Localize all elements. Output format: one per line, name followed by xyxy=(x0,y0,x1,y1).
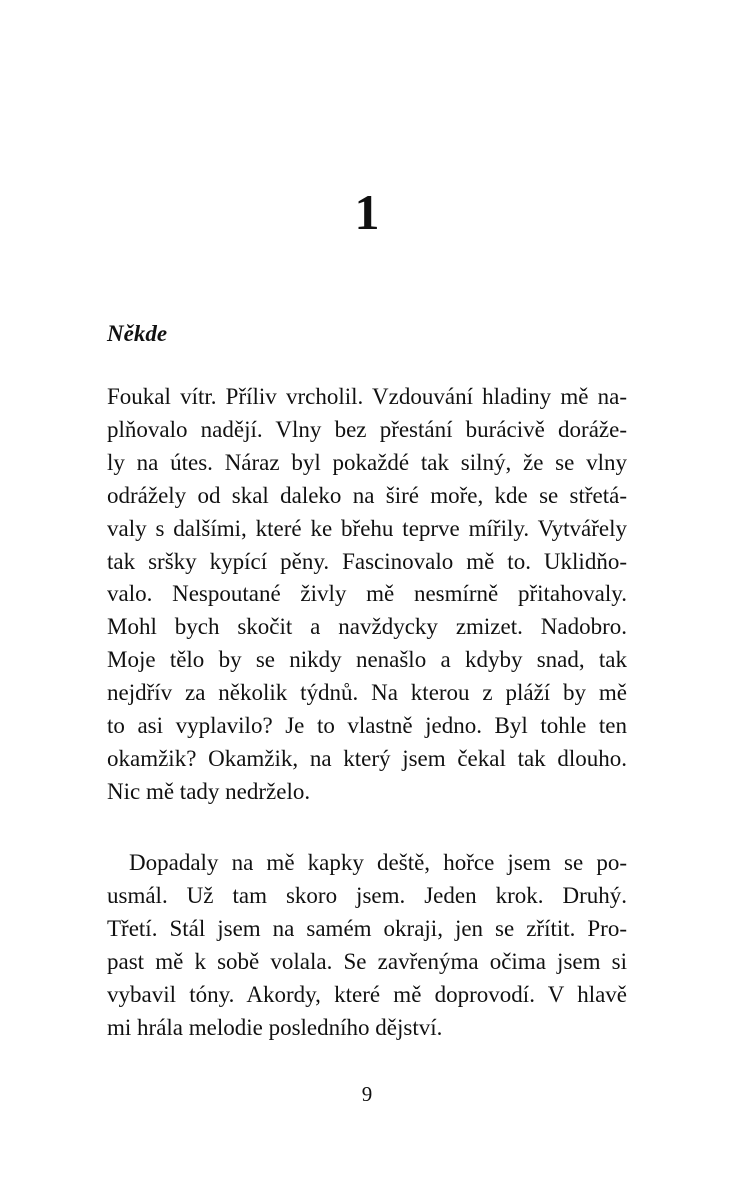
text-line: Dopadaly na mě kapky deště, hořce jsem se po- xyxy=(129,850,627,875)
paragraph-1 xyxy=(107,381,627,809)
text-line: mi hrála melodie posledního dějství. xyxy=(107,1014,443,1040)
text-line: vybavil tóny. Akordy, které mě doprovodí. V hlavě xyxy=(107,981,627,1007)
text-line: Třetí. Stál jsem na samém okraji, jen se zřítit. Pro- xyxy=(107,915,627,941)
chapter-number: 1 xyxy=(354,184,380,240)
text-line: plňovalo nadějí. Vlny bez přestání burácivě doráže- xyxy=(107,416,627,442)
text-line: nejdřív za několik týdnů. Na kterou z pláží by mě xyxy=(107,680,627,706)
text-line: Mohl bych skočit a navždycky zmizet. Nadobro. xyxy=(107,614,627,640)
paragraph-2 xyxy=(107,847,627,1044)
text-line: Foukal vítr. Příliv vrcholil. Vzdouvání hladiny mě na- xyxy=(107,384,627,409)
text-line: Moje tělo by se nikdy nenašlo a kdyby snad, tak xyxy=(107,647,627,673)
text-line: to asi vyplavilo? Je to vlastně jedno. Byl tohle ten xyxy=(107,713,627,739)
text-line: odrážely od skal daleko na širé moře, kde se střetá- xyxy=(107,482,627,508)
text-line: valo. Nespoutané živly mě nesmírně přitahovaly. xyxy=(107,581,627,607)
text-line: tak sršky kypící pěny. Fascinovalo mě to. Uklidňo- xyxy=(107,548,627,574)
text-line: valy s dalšími, které ke břehu teprve mířily. Vytvářely xyxy=(107,515,627,541)
page-number: 9 xyxy=(361,1082,373,1106)
text-line: ly na útes. Náraz byl pokaždé tak silný, že se vlny xyxy=(107,449,627,475)
text-line: Nic mě tady nedrželo. xyxy=(107,778,311,804)
text-line: okamžik? Okamžik, na který jsem čekal tak dlouho. xyxy=(107,745,627,771)
text-line: usmál. Už tam skoro jsem. Jeden krok. Druhý. xyxy=(107,882,627,908)
text-line: past mě k sobě volala. Se zavřenýma očima jsem si xyxy=(107,948,627,974)
section-heading: Někde xyxy=(107,321,168,346)
